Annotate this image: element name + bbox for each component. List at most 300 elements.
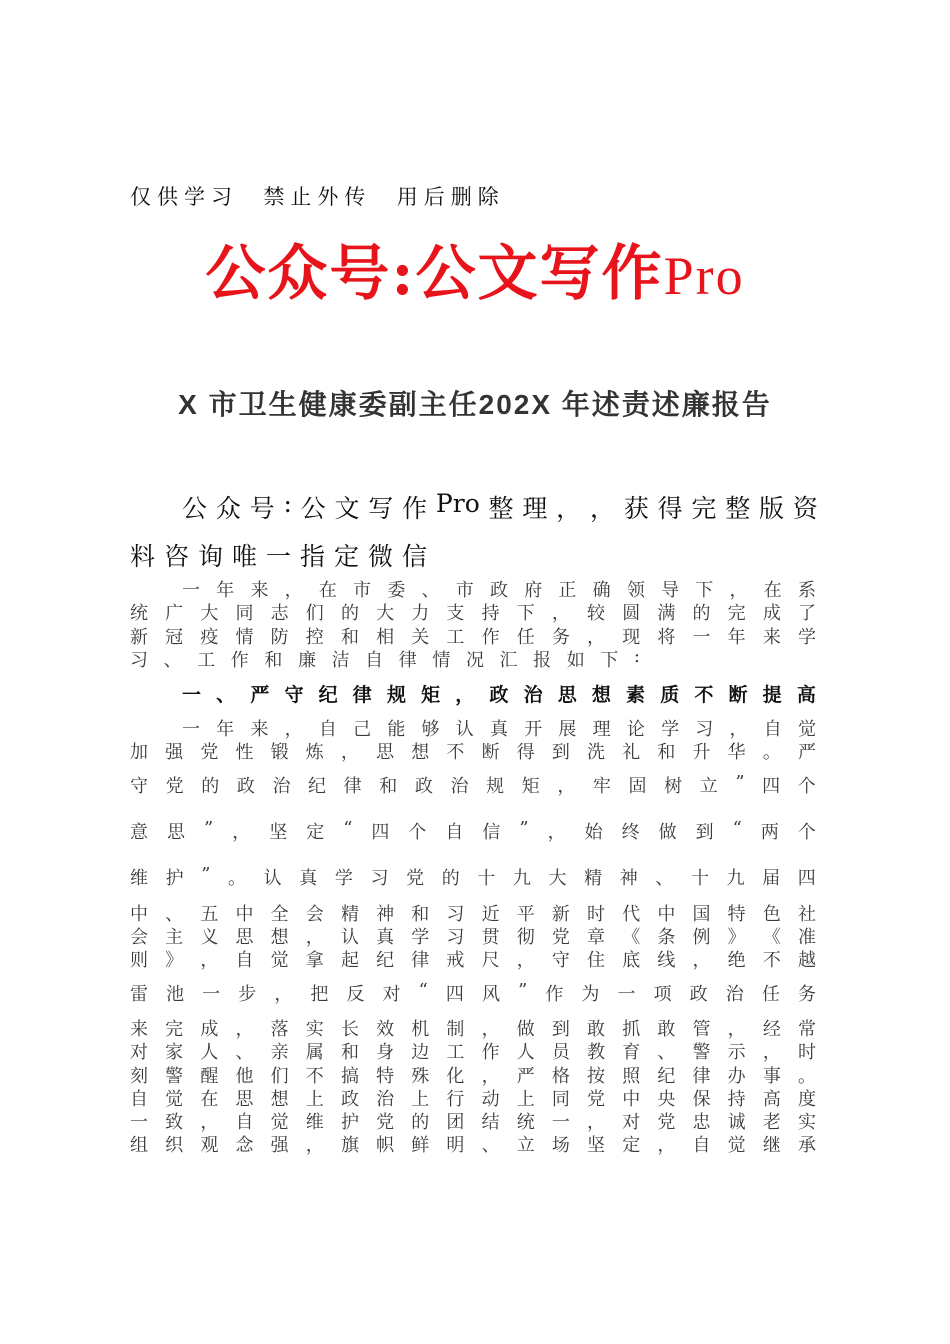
body-char: 习 <box>130 650 148 671</box>
body-char: ， <box>587 1112 606 1133</box>
body-char: 为 <box>581 984 600 1005</box>
body-char: 实 <box>797 1112 816 1133</box>
body-char: 格 <box>551 1066 570 1087</box>
body-char: 念 <box>235 1135 254 1156</box>
body-char: ， <box>340 742 359 763</box>
body-char: 汇 <box>499 650 518 671</box>
body-char: 思 <box>167 822 185 843</box>
body-char: 炼 <box>305 742 324 763</box>
body-char: 治 <box>376 1089 395 1110</box>
body-char: 制 <box>446 1019 465 1040</box>
body-char: 将 <box>657 627 676 648</box>
body-char: 精 <box>584 868 603 889</box>
body-char: ” <box>518 980 528 1001</box>
body-char: 全 <box>270 904 289 925</box>
body-char: 认 <box>263 868 282 889</box>
intro-token: 得 <box>657 494 683 523</box>
body-char: 搞 <box>340 1066 359 1087</box>
body-char: 断 <box>481 742 500 763</box>
body-char: 来 <box>762 627 781 648</box>
intro-token: Pro <box>435 489 480 518</box>
body-char: ， <box>455 684 475 706</box>
body-char: 维 <box>130 868 148 889</box>
body-char: 自 <box>235 950 254 971</box>
body-char: 雷 <box>130 984 148 1005</box>
body-char: 府 <box>524 580 543 601</box>
body-char: 律 <box>352 684 372 706</box>
body-char: 贯 <box>481 927 500 948</box>
body-char: 真 <box>489 719 508 740</box>
body-char: 系 <box>797 580 816 601</box>
intro-token: 获 <box>623 494 649 523</box>
body-char: 底 <box>622 950 641 971</box>
body-char: 相 <box>376 627 395 648</box>
body-char: 。 <box>228 868 247 889</box>
body-char: 的 <box>340 603 359 624</box>
body-char: 一 <box>551 1112 570 1133</box>
body-char: 思 <box>235 1089 254 1110</box>
body-char: 觉 <box>797 719 816 740</box>
body-char: 主 <box>165 927 184 948</box>
body-char: 控 <box>305 627 324 648</box>
body-char: 习 <box>695 719 714 740</box>
body-line <box>130 818 816 844</box>
body-char: 尺 <box>481 950 500 971</box>
body-char: 市 <box>455 580 474 601</box>
body-char: 组 <box>130 1135 148 1156</box>
intro-token: ， <box>589 494 615 523</box>
body-char: 政 <box>340 1089 359 1110</box>
body-char: 下 <box>516 603 535 624</box>
body-char: 导 <box>661 580 680 601</box>
body-char: 完 <box>727 603 746 624</box>
body-char: 定 <box>306 822 325 843</box>
body-char: 年 <box>727 627 746 648</box>
body-char: 满 <box>657 603 676 624</box>
body-char: 敢 <box>657 1019 676 1040</box>
body-char: “ <box>343 818 353 839</box>
body-char: 个 <box>797 776 816 797</box>
body-char: “ <box>732 818 742 839</box>
body-char: 织 <box>165 1135 184 1156</box>
body-char: 章 <box>587 927 606 948</box>
body-char: 特 <box>727 904 746 925</box>
body-char: 行 <box>446 1089 465 1110</box>
body-char: 委 <box>387 580 406 601</box>
body-char: 坚 <box>587 1135 606 1156</box>
body-char: 不 <box>446 742 465 763</box>
body-char: 老 <box>762 1112 781 1133</box>
body-char: 党 <box>165 776 184 797</box>
body-char: 致 <box>165 1112 184 1133</box>
body-char: 治 <box>523 684 543 706</box>
body-char: 政 <box>414 776 433 797</box>
body-char: ， <box>305 1135 324 1156</box>
body-char: 务 <box>551 627 570 648</box>
body-char: 规 <box>486 776 505 797</box>
body-char: 国 <box>692 904 711 925</box>
body-char: ” <box>519 818 529 839</box>
body-char: 觉 <box>727 1135 746 1156</box>
body-char: 一 <box>182 719 200 740</box>
body-char: 如 <box>566 650 585 671</box>
body-char: 觉 <box>165 1089 184 1110</box>
body-char: 完 <box>165 1019 184 1040</box>
body-char: 自 <box>130 1089 148 1110</box>
body-char: 一 <box>130 1112 148 1133</box>
body-char: 团 <box>446 1112 465 1133</box>
body-char: ， <box>481 1019 500 1040</box>
body-char: 况 <box>465 650 484 671</box>
body-char: 认 <box>455 719 474 740</box>
body-char: 彻 <box>516 927 535 948</box>
body-char: 中 <box>235 904 254 925</box>
body-char: 旗 <box>340 1135 359 1156</box>
body-char: 四 <box>371 822 390 843</box>
body-char: 律 <box>411 950 430 971</box>
intro-token: ， <box>556 494 582 523</box>
body-char: 疫 <box>200 627 219 648</box>
body-char: 和 <box>340 627 359 648</box>
body-char: 殊 <box>411 1066 430 1087</box>
body-char: 》 <box>165 950 184 971</box>
body-char: 政 <box>689 984 708 1005</box>
body-char: 立 <box>516 1135 535 1156</box>
body-char: 想 <box>270 927 289 948</box>
body-char: 神 <box>376 904 395 925</box>
body-char: 提 <box>762 684 782 706</box>
body-char: 情 <box>235 627 254 648</box>
body-char: 结 <box>481 1112 500 1133</box>
body-char: 作 <box>545 984 564 1005</box>
body-char: 家 <box>165 1042 184 1063</box>
body-char: 意 <box>130 822 148 843</box>
body-char: 真 <box>299 868 318 889</box>
body-char: 在 <box>200 1089 219 1110</box>
body-char: ” <box>735 772 745 793</box>
body-char: 律 <box>398 650 417 671</box>
intro-token: 整 <box>725 494 751 523</box>
body-char: 四 <box>445 984 464 1005</box>
body-char: 一 <box>692 627 711 648</box>
body-char: 精 <box>340 904 359 925</box>
intro-token: 理 <box>522 494 548 523</box>
body-char: 固 <box>628 776 647 797</box>
body-char: ， <box>657 1135 676 1156</box>
body-char: 政 <box>489 580 508 601</box>
section-heading <box>182 680 816 707</box>
body-char: 自 <box>445 822 464 843</box>
body-char: 正 <box>558 580 577 601</box>
body-char: 办 <box>727 1066 746 1087</box>
body-char: 始 <box>584 822 603 843</box>
body-char: ， <box>284 580 303 601</box>
body-char: 来 <box>130 1019 148 1040</box>
body-char: 一 <box>182 580 200 601</box>
intro-token: 众 <box>215 494 241 523</box>
intro-token: 版 <box>759 494 785 523</box>
intro-token: 号 <box>249 494 275 523</box>
intro-token: 整 <box>488 494 514 523</box>
body-char: 对 <box>622 1112 641 1133</box>
body-char: ， <box>551 603 570 624</box>
body-char: 落 <box>270 1019 289 1040</box>
body-char: 平 <box>516 904 535 925</box>
body-char: 持 <box>481 603 500 624</box>
body-char: ， <box>729 719 748 740</box>
body-char: 任 <box>516 627 535 648</box>
body-char: 常 <box>797 1019 816 1040</box>
body-char: 支 <box>446 603 465 624</box>
body-char: 年 <box>216 580 235 601</box>
body-char: 作 <box>481 1042 500 1063</box>
body-char: ， <box>692 950 711 971</box>
body-char: 、 <box>657 1042 676 1063</box>
body-char: 机 <box>411 1019 430 1040</box>
body-char: ， <box>235 1019 254 1040</box>
body-char: 防 <box>270 627 289 648</box>
intro-token: 资 <box>792 494 818 523</box>
body-char: 习 <box>446 904 465 925</box>
body-char: 条 <box>657 927 676 948</box>
body-char: 纪 <box>318 684 338 706</box>
body-char: 经 <box>762 1019 781 1040</box>
body-char: ， <box>516 950 535 971</box>
body-char: ， <box>284 719 303 740</box>
body-char: 想 <box>591 684 611 706</box>
body-char: 观 <box>200 1135 219 1156</box>
body-char: 按 <box>587 1066 606 1087</box>
body-char: 和 <box>340 1042 359 1063</box>
body-char: 市 <box>353 580 372 601</box>
body-char: 九 <box>726 868 745 889</box>
body-char: 、 <box>216 684 236 706</box>
body-char: 性 <box>235 742 254 763</box>
body-char: 开 <box>524 719 543 740</box>
body-char: 到 <box>551 1019 570 1040</box>
body-char: 上 <box>516 1089 535 1110</box>
body-char: 广 <box>165 603 184 624</box>
body-char: 《 <box>762 927 781 948</box>
body-char: 警 <box>165 1066 184 1087</box>
intro-line-1 <box>182 489 818 525</box>
body-char: 社 <box>797 904 816 925</box>
body-char: 守 <box>130 776 148 797</box>
body-char: 化 <box>446 1066 465 1087</box>
body-char: 中 <box>657 904 676 925</box>
intro-token: : <box>283 489 292 518</box>
body-char: 学 <box>661 719 680 740</box>
body-char: 反 <box>346 984 365 1005</box>
body-char: 的 <box>692 603 711 624</box>
body-char: 上 <box>305 1089 324 1110</box>
body-char: 度 <box>797 1089 816 1110</box>
body-char: 素 <box>626 684 646 706</box>
body-char: 的 <box>411 1112 430 1133</box>
body-char: 坚 <box>269 822 288 843</box>
body-char: 近 <box>481 904 500 925</box>
body-char: 池 <box>166 984 185 1005</box>
body-char: 一 <box>182 684 202 706</box>
body-char: 规 <box>386 684 406 706</box>
body-char: 工 <box>446 1042 465 1063</box>
body-char: ， <box>557 776 576 797</box>
body-char: 管 <box>692 1019 711 1040</box>
body-char: 央 <box>657 1089 676 1110</box>
intro-token: 文 <box>334 494 360 523</box>
body-char: 警 <box>692 1042 711 1063</box>
body-char: 和 <box>379 776 398 797</box>
body-char: 四 <box>797 868 816 889</box>
body-char: 严 <box>516 1066 535 1087</box>
body-char: 不 <box>305 1066 324 1087</box>
body-char: 五 <box>200 904 219 925</box>
body-char: 绝 <box>727 950 746 971</box>
body-char: ， <box>200 950 219 971</box>
body-char: 不 <box>694 684 714 706</box>
body-char: 、 <box>655 868 674 889</box>
body-line <box>130 1131 816 1157</box>
body-char: 严 <box>797 742 816 763</box>
body-char: 的 <box>441 868 460 889</box>
brand-cn: 公众号:公文写作 <box>205 239 664 309</box>
body-char: 边 <box>411 1042 430 1063</box>
body-char: 身 <box>376 1042 395 1063</box>
body-char: 政 <box>489 684 509 706</box>
body-char: 志 <box>270 603 289 624</box>
body-char: 党 <box>376 1112 395 1133</box>
body-char: 思 <box>376 742 395 763</box>
body-char: 立 <box>699 776 718 797</box>
body-char: 和 <box>657 742 676 763</box>
intro-token: 写 <box>368 494 394 523</box>
body-char: 护 <box>165 868 184 889</box>
body-char: 越 <box>797 950 816 971</box>
body-char: 大 <box>376 603 395 624</box>
body-char: 忠 <box>692 1112 711 1133</box>
body-char: ， <box>274 984 293 1005</box>
body-char: 风 <box>481 984 500 1005</box>
body-char: 现 <box>622 627 641 648</box>
body-char: 学 <box>411 927 430 948</box>
body-char: 信 <box>482 822 501 843</box>
body-char: 维 <box>305 1112 324 1133</box>
body-char: 属 <box>305 1042 324 1063</box>
body-char: 在 <box>763 580 782 601</box>
body-char: 时 <box>797 1042 816 1063</box>
body-char: 特 <box>376 1066 395 1087</box>
body-char: 实 <box>305 1019 324 1040</box>
body-char: 会 <box>305 904 324 925</box>
body-char: 大 <box>548 868 567 889</box>
body-char: 习 <box>446 927 465 948</box>
body-char: 帜 <box>376 1135 395 1156</box>
body-char: 得 <box>516 742 535 763</box>
body-char: 示 <box>727 1042 746 1063</box>
body-char: 亲 <box>270 1042 289 1063</box>
intro-token: 完 <box>691 494 717 523</box>
body-char: 锻 <box>270 742 289 763</box>
body-char: 十 <box>477 868 496 889</box>
body-char: 。 <box>762 742 781 763</box>
body-char: 终 <box>621 822 640 843</box>
body-char: 照 <box>622 1066 641 1087</box>
body-char: 场 <box>551 1135 570 1156</box>
intro-token: 公 <box>182 494 208 523</box>
body-char: 人 <box>516 1042 535 1063</box>
body-char: 做 <box>516 1019 535 1040</box>
body-char: 会 <box>130 927 148 948</box>
body-char: 新 <box>551 904 570 925</box>
body-char: 守 <box>551 950 570 971</box>
body-line <box>130 946 816 972</box>
body-char: ， <box>729 580 748 601</box>
body-char: 自 <box>365 650 384 671</box>
body-char: 治 <box>450 776 469 797</box>
body-char: 任 <box>761 984 780 1005</box>
body-char: 、 <box>235 1042 254 1063</box>
body-char: 效 <box>376 1019 395 1040</box>
body-char: 统 <box>516 1112 535 1133</box>
body-char: 廉 <box>297 650 316 671</box>
body-line <box>130 646 816 672</box>
body-char: 例 <box>692 927 711 948</box>
body-char: 工 <box>197 650 216 671</box>
body-char: 教 <box>587 1042 606 1063</box>
body-line <box>130 772 816 798</box>
body-char: 真 <box>376 927 395 948</box>
body-char: 个 <box>408 822 427 843</box>
body-char: 敢 <box>587 1019 606 1040</box>
body-char: 高 <box>796 684 816 706</box>
body-char: 展 <box>558 719 577 740</box>
body-char: 到 <box>551 742 570 763</box>
body-char: 同 <box>235 603 254 624</box>
body-char: 下 <box>600 650 619 671</box>
body-char: ， <box>587 627 606 648</box>
body-char: 的 <box>201 776 220 797</box>
body-char: 思 <box>557 684 577 706</box>
body-char: 。 <box>797 1066 816 1087</box>
body-char: 矩 <box>521 776 540 797</box>
body-char: 事 <box>762 1066 781 1087</box>
body-char: ， <box>232 822 251 843</box>
body-char: 九 <box>512 868 531 889</box>
body-char: 党 <box>406 868 425 889</box>
body-char: 保 <box>692 1089 711 1110</box>
body-char: 继 <box>762 1135 781 1156</box>
body-char: ， <box>727 1019 746 1040</box>
body-char: 醒 <box>200 1066 219 1087</box>
body-char: “ <box>418 980 428 1001</box>
body-char: 成 <box>200 1019 219 1040</box>
body-char: 治 <box>725 984 744 1005</box>
body-char: 戒 <box>446 950 465 971</box>
body-char: 想 <box>270 1089 289 1110</box>
body-char: 洁 <box>331 650 350 671</box>
body-char: 下 <box>695 580 714 601</box>
body-char: 鲜 <box>411 1135 430 1156</box>
body-char: 承 <box>797 1135 816 1156</box>
body-char: 牢 <box>592 776 611 797</box>
body-char: 力 <box>411 603 430 624</box>
body-char: 神 <box>619 868 638 889</box>
body-char: 、 <box>421 580 440 601</box>
body-line <box>130 980 816 1006</box>
body-char: 能 <box>387 719 406 740</box>
body-char: 》 <box>727 927 746 948</box>
body-char: 做 <box>658 822 677 843</box>
